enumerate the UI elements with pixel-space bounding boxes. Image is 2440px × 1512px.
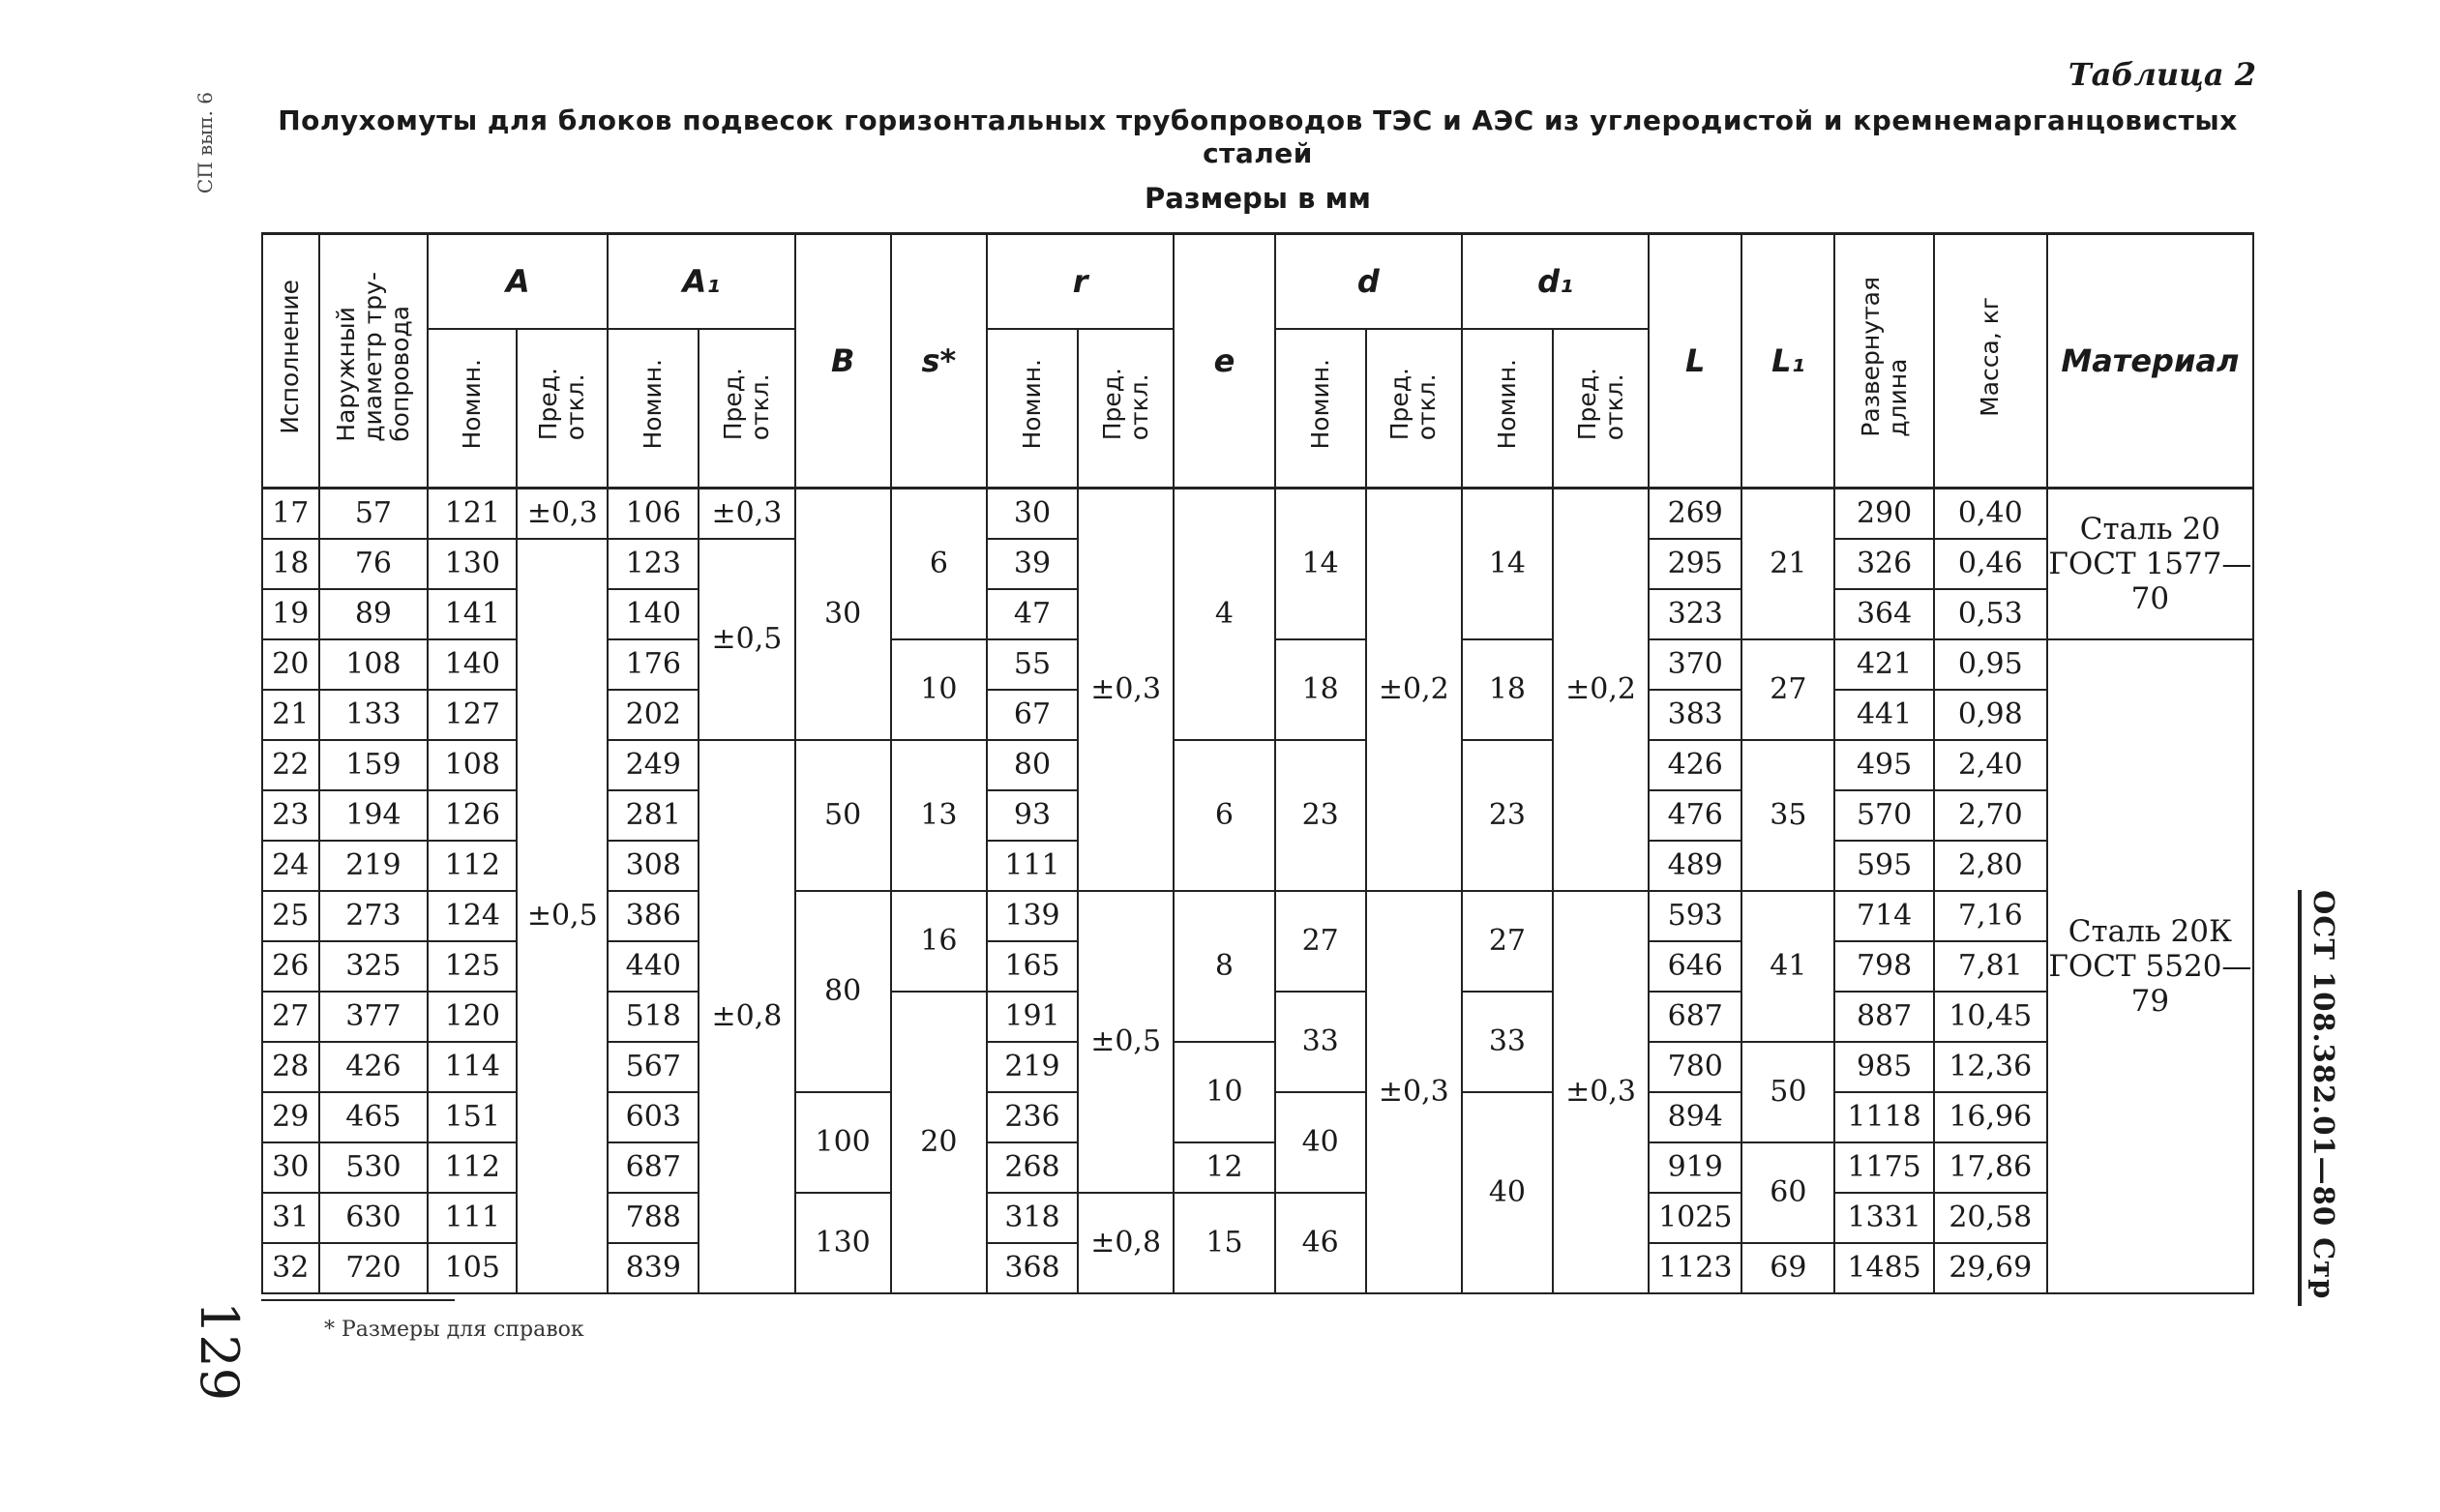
cell-r: 191 bbox=[987, 992, 1078, 1042]
cell-L: 593 bbox=[1649, 891, 1741, 941]
cell-isp: 32 bbox=[262, 1243, 319, 1293]
side-label-left: СП вып. 6 bbox=[193, 92, 217, 194]
header-e: e bbox=[1174, 234, 1274, 489]
cell-L: 919 bbox=[1649, 1142, 1741, 1193]
cell-A-tol: ±0,3 bbox=[517, 489, 608, 540]
cell-r-tol: ±0,5 bbox=[1078, 891, 1174, 1193]
dimensions-table bbox=[261, 232, 2254, 1294]
cell-dn: 108 bbox=[319, 639, 429, 690]
cell-A1: 123 bbox=[608, 539, 699, 589]
cell-s: 16 bbox=[891, 891, 987, 992]
cell-dn: 325 bbox=[319, 941, 429, 992]
cell-A: 120 bbox=[428, 992, 517, 1042]
cell-dn: 377 bbox=[319, 992, 429, 1042]
header-L1: L₁ bbox=[1741, 234, 1834, 489]
cell-dn: 720 bbox=[319, 1243, 429, 1293]
cell-d-tol: ±0,2 bbox=[1366, 489, 1462, 892]
cell-r: 139 bbox=[987, 891, 1078, 941]
page-number: 129 bbox=[189, 1301, 250, 1402]
cell-dn: 194 bbox=[319, 790, 429, 841]
cell-L: 323 bbox=[1649, 589, 1741, 639]
cell-dn: 159 bbox=[319, 740, 429, 790]
cell-e: 10 bbox=[1174, 1042, 1274, 1142]
cell-A: 112 bbox=[428, 1142, 517, 1193]
cell-mass: 0,46 bbox=[1934, 539, 2047, 589]
cell-developed-length: 595 bbox=[1834, 841, 1933, 891]
cell-A1: 308 bbox=[608, 841, 699, 891]
cell-mass: 12,36 bbox=[1934, 1042, 2047, 1092]
cell-isp: 30 bbox=[262, 1142, 319, 1193]
cell-isp: 28 bbox=[262, 1042, 319, 1092]
cell-isp: 21 bbox=[262, 690, 319, 740]
cell-d1: 23 bbox=[1462, 740, 1553, 891]
cell-A: 114 bbox=[428, 1042, 517, 1092]
cell-r: 47 bbox=[987, 589, 1078, 639]
cell-dn: 426 bbox=[319, 1042, 429, 1092]
footnote: * Размеры для справок bbox=[324, 1318, 584, 1342]
cell-A1: 140 bbox=[608, 589, 699, 639]
header-B: B bbox=[795, 234, 891, 489]
cell-A1: 176 bbox=[608, 639, 699, 690]
header-r-tol: Пред. откл. bbox=[1078, 329, 1174, 489]
cell-L: 1025 bbox=[1649, 1193, 1741, 1243]
cell-A1: 281 bbox=[608, 790, 699, 841]
cell-isp: 23 bbox=[262, 790, 319, 841]
cell-A1: 788 bbox=[608, 1193, 699, 1243]
side-label-right: ОСТ 108.382.01—80 Стр bbox=[2298, 890, 2340, 1306]
cell-B: 50 bbox=[795, 740, 891, 891]
cell-r: 268 bbox=[987, 1142, 1078, 1193]
cell-A: 126 bbox=[428, 790, 517, 841]
cell-r: 111 bbox=[987, 841, 1078, 891]
table-number: Таблица 2 bbox=[2068, 56, 2256, 93]
cell-isp: 29 bbox=[262, 1092, 319, 1142]
cell-developed-length: 1118 bbox=[1834, 1092, 1933, 1142]
cell-isp: 27 bbox=[262, 992, 319, 1042]
cell-material bbox=[2047, 489, 2253, 640]
cell-B: 80 bbox=[795, 891, 891, 1092]
cell-developed-length: 326 bbox=[1834, 539, 1933, 589]
cell-dn: 89 bbox=[319, 589, 429, 639]
footnote-divider bbox=[261, 1299, 455, 1301]
cell-A: 125 bbox=[428, 941, 517, 992]
header-developed-length: Развернутая длина bbox=[1834, 234, 1933, 489]
cell-A1: 567 bbox=[608, 1042, 699, 1092]
header-A-tol: Пред. откл. bbox=[517, 329, 608, 489]
cell-d: 33 bbox=[1275, 992, 1366, 1092]
cell-isp: 31 bbox=[262, 1193, 319, 1243]
header-A1: A₁ bbox=[608, 234, 794, 330]
cell-d1-tol: ±0,2 bbox=[1553, 489, 1649, 892]
cell-A: 108 bbox=[428, 740, 517, 790]
header-d1-tol: Пред. откл. bbox=[1553, 329, 1649, 489]
cell-A: 141 bbox=[428, 589, 517, 639]
cell-developed-length: 1331 bbox=[1834, 1193, 1933, 1243]
cell-L: 894 bbox=[1649, 1092, 1741, 1142]
cell-B: 30 bbox=[795, 489, 891, 741]
cell-mass: 0,95 bbox=[1934, 639, 2047, 690]
cell-d1: 33 bbox=[1462, 992, 1553, 1092]
cell-developed-length: 290 bbox=[1834, 489, 1933, 540]
cell-dn: 219 bbox=[319, 841, 429, 891]
header-mass: Масса, кг bbox=[1934, 234, 2047, 489]
header-d-tol: Пред. откл. bbox=[1366, 329, 1462, 489]
header-L: L bbox=[1649, 234, 1741, 489]
cell-L: 646 bbox=[1649, 941, 1741, 992]
material-steel20: Сталь 20 ГОСТ 1577—70 bbox=[2048, 512, 2252, 616]
cell-L: 780 bbox=[1649, 1042, 1741, 1092]
cell-d1: 14 bbox=[1462, 489, 1553, 640]
header-d1-nomin: Номин. bbox=[1462, 329, 1553, 489]
cell-developed-length: 1175 bbox=[1834, 1142, 1933, 1193]
header-A1-nomin: Номин. bbox=[608, 329, 699, 489]
cell-d1: 40 bbox=[1462, 1092, 1553, 1293]
cell-A1: 440 bbox=[608, 941, 699, 992]
cell-mass: 10,45 bbox=[1934, 992, 2047, 1042]
cell-d: 46 bbox=[1275, 1193, 1366, 1293]
cell-developed-length: 887 bbox=[1834, 992, 1933, 1042]
cell-A1: 839 bbox=[608, 1243, 699, 1293]
cell-L: 269 bbox=[1649, 489, 1741, 540]
cell-mass: 0,40 bbox=[1934, 489, 2047, 540]
cell-r: 39 bbox=[987, 539, 1078, 589]
cell-A1-tol: ±0,5 bbox=[699, 539, 794, 740]
cell-L1: 35 bbox=[1741, 740, 1834, 891]
cell-d: 18 bbox=[1275, 639, 1366, 740]
cell-r: 219 bbox=[987, 1042, 1078, 1092]
cell-developed-length: 798 bbox=[1834, 941, 1933, 992]
cell-d-tol: ±0,3 bbox=[1366, 891, 1462, 1293]
header-s: s* bbox=[891, 234, 987, 489]
cell-mass: 2,40 bbox=[1934, 740, 2047, 790]
cell-mass: 2,80 bbox=[1934, 841, 2047, 891]
cell-e: 8 bbox=[1174, 891, 1274, 1042]
cell-L: 687 bbox=[1649, 992, 1741, 1042]
cell-d1: 27 bbox=[1462, 891, 1553, 992]
cell-A1: 202 bbox=[608, 690, 699, 740]
cell-A1: 249 bbox=[608, 740, 699, 790]
cell-r: 93 bbox=[987, 790, 1078, 841]
cell-mass: 16,96 bbox=[1934, 1092, 2047, 1142]
cell-r: 165 bbox=[987, 941, 1078, 992]
cell-L: 295 bbox=[1649, 539, 1741, 589]
cell-B: 130 bbox=[795, 1193, 891, 1293]
cell-A1: 518 bbox=[608, 992, 699, 1042]
cell-mass: 29,69 bbox=[1934, 1243, 2047, 1293]
table-row bbox=[262, 489, 2253, 540]
cell-developed-length: 1485 bbox=[1834, 1243, 1933, 1293]
cell-developed-length: 570 bbox=[1834, 790, 1933, 841]
units-caption: Размеры в мм bbox=[1145, 182, 1371, 215]
cell-d1: 18 bbox=[1462, 639, 1553, 740]
cell-L1: 60 bbox=[1741, 1142, 1834, 1243]
cell-mass: 2,70 bbox=[1934, 790, 2047, 841]
header-diameter: Наружный диаметр тру- бопровода bbox=[319, 234, 429, 489]
cell-L1: 69 bbox=[1741, 1243, 1834, 1293]
cell-dn: 57 bbox=[319, 489, 429, 540]
cell-A-tol: ±0,5 bbox=[517, 539, 608, 1293]
cell-d: 14 bbox=[1275, 489, 1366, 640]
cell-B: 100 bbox=[795, 1092, 891, 1193]
cell-e: 6 bbox=[1174, 740, 1274, 891]
cell-L1: 27 bbox=[1741, 639, 1834, 740]
cell-isp: 24 bbox=[262, 841, 319, 891]
cell-isp: 18 bbox=[262, 539, 319, 589]
cell-e: 15 bbox=[1174, 1193, 1274, 1293]
cell-A1: 106 bbox=[608, 489, 699, 540]
cell-mass: 7,16 bbox=[1934, 891, 2047, 941]
cell-developed-length: 985 bbox=[1834, 1042, 1933, 1092]
cell-s: 6 bbox=[891, 489, 987, 640]
header-A1-tol: Пред. откл. bbox=[699, 329, 794, 489]
cell-r: 67 bbox=[987, 690, 1078, 740]
cell-A: 151 bbox=[428, 1092, 517, 1142]
cell-A: 124 bbox=[428, 891, 517, 941]
cell-r: 368 bbox=[987, 1243, 1078, 1293]
cell-d: 27 bbox=[1275, 891, 1366, 992]
cell-e: 12 bbox=[1174, 1142, 1274, 1193]
cell-L: 370 bbox=[1649, 639, 1741, 690]
table-title-line2: сталей bbox=[1203, 137, 1313, 169]
cell-dn: 133 bbox=[319, 690, 429, 740]
cell-dn: 530 bbox=[319, 1142, 429, 1193]
header-d1: d₁ bbox=[1462, 234, 1649, 330]
cell-s: 10 bbox=[891, 639, 987, 740]
cell-A: 127 bbox=[428, 690, 517, 740]
table-title-line1: Полухомуты для блоков подвесок горизонтальных трубопроводов ТЭС и АЭС из углеродистой и кремнемарганцовистых bbox=[278, 104, 2238, 136]
cell-dn: 465 bbox=[319, 1092, 429, 1142]
cell-L1: 41 bbox=[1741, 891, 1834, 1042]
cell-L: 383 bbox=[1649, 690, 1741, 740]
cell-mass: 20,58 bbox=[1934, 1193, 2047, 1243]
cell-dn: 76 bbox=[319, 539, 429, 589]
cell-isp: 22 bbox=[262, 740, 319, 790]
cell-isp: 17 bbox=[262, 489, 319, 540]
cell-developed-length: 364 bbox=[1834, 589, 1933, 639]
cell-d1-tol: ±0,3 bbox=[1553, 891, 1649, 1293]
cell-isp: 19 bbox=[262, 589, 319, 639]
cell-material bbox=[2047, 639, 2253, 1293]
cell-r: 80 bbox=[987, 740, 1078, 790]
cell-developed-length: 495 bbox=[1834, 740, 1933, 790]
cell-developed-length: 441 bbox=[1834, 690, 1933, 740]
cell-A1: 687 bbox=[608, 1142, 699, 1193]
cell-A: 140 bbox=[428, 639, 517, 690]
header-d-nomin: Номин. bbox=[1275, 329, 1366, 489]
cell-mass: 7,81 bbox=[1934, 941, 2047, 992]
cell-r: 236 bbox=[987, 1092, 1078, 1142]
cell-mass: 0,53 bbox=[1934, 589, 2047, 639]
cell-L1: 50 bbox=[1741, 1042, 1834, 1142]
cell-L: 1123 bbox=[1649, 1243, 1741, 1293]
cell-isp: 20 bbox=[262, 639, 319, 690]
cell-A: 130 bbox=[428, 539, 517, 589]
header-A-nomin: Номин. bbox=[428, 329, 517, 489]
cell-r: 318 bbox=[987, 1193, 1078, 1243]
cell-A: 111 bbox=[428, 1193, 517, 1243]
cell-A1: 386 bbox=[608, 891, 699, 941]
cell-A: 112 bbox=[428, 841, 517, 891]
cell-mass: 0,98 bbox=[1934, 690, 2047, 740]
cell-A1-tol: ±0,3 bbox=[699, 489, 794, 540]
material-steel20k: Сталь 20К ГОСТ 5520—79 bbox=[2048, 914, 2252, 1019]
header-d: d bbox=[1275, 234, 1462, 330]
cell-d: 40 bbox=[1275, 1092, 1366, 1193]
header-A: A bbox=[428, 234, 608, 330]
header-ispolnenie: Исполнение bbox=[262, 234, 319, 489]
cell-r-tol: ±0,8 bbox=[1078, 1193, 1174, 1293]
cell-r-tol: ±0,3 bbox=[1078, 489, 1174, 892]
cell-d: 23 bbox=[1275, 740, 1366, 891]
cell-L: 489 bbox=[1649, 841, 1741, 891]
header-material: Материал bbox=[2047, 234, 2253, 489]
cell-A1: 603 bbox=[608, 1092, 699, 1142]
cell-dn: 273 bbox=[319, 891, 429, 941]
cell-A: 105 bbox=[428, 1243, 517, 1293]
cell-s: 13 bbox=[891, 740, 987, 891]
cell-A1-tol: ±0,8 bbox=[699, 740, 794, 1293]
header-r: r bbox=[987, 234, 1174, 330]
table-title bbox=[261, 104, 2254, 170]
cell-developed-length: 421 bbox=[1834, 639, 1933, 690]
cell-r: 30 bbox=[987, 489, 1078, 540]
cell-L: 426 bbox=[1649, 740, 1741, 790]
cell-mass: 17,86 bbox=[1934, 1142, 2047, 1193]
cell-s: 20 bbox=[891, 992, 987, 1293]
cell-L: 476 bbox=[1649, 790, 1741, 841]
cell-L1: 21 bbox=[1741, 489, 1834, 640]
cell-isp: 26 bbox=[262, 941, 319, 992]
header-r-nomin: Номин. bbox=[987, 329, 1078, 489]
cell-r: 55 bbox=[987, 639, 1078, 690]
cell-A: 121 bbox=[428, 489, 517, 540]
cell-isp: 25 bbox=[262, 891, 319, 941]
cell-dn: 630 bbox=[319, 1193, 429, 1243]
cell-e: 4 bbox=[1174, 489, 1274, 741]
cell-developed-length: 714 bbox=[1834, 891, 1933, 941]
